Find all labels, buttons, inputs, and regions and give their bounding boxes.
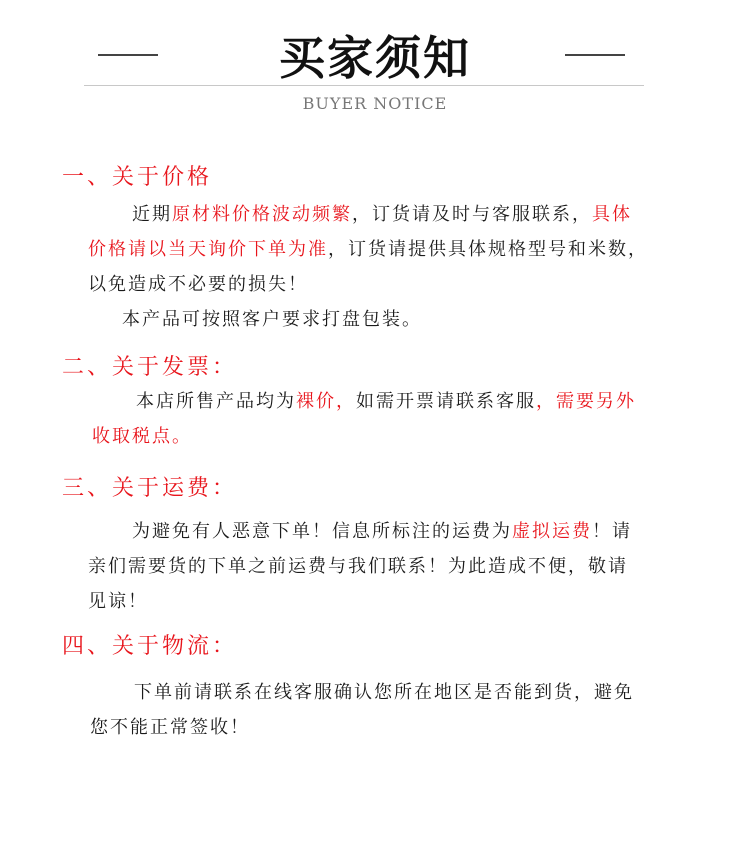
text-span: ，需要另外: [536, 391, 636, 412]
section-heading-logistics: 四、关于物流：: [62, 634, 238, 659]
text-span: 原材料价格波动频繁: [172, 204, 352, 225]
text-span: 为避免有人恶意下单！信息所标注的运费为: [132, 521, 512, 542]
invoice-line-2: [92, 419, 636, 454]
text-span: 本店所售产品均为: [136, 391, 296, 412]
text-span: 价格请以当天询价下单为准: [88, 239, 328, 260]
price-line-1: [88, 197, 648, 232]
section-heading-price: 一、关于价格: [62, 165, 213, 190]
invoice-line-1: [92, 384, 636, 419]
price-paragraph: [88, 197, 648, 337]
text-span: 虚拟运费: [512, 521, 592, 542]
text-span: 近期: [132, 204, 172, 225]
text-span: 裸价，: [296, 391, 356, 412]
text-span: 见谅！: [88, 591, 148, 612]
right-dash: [565, 54, 625, 56]
price-line-4: [88, 302, 648, 337]
price-line-3: [88, 267, 648, 302]
shipping-line-2: [88, 549, 632, 584]
text-span: 亲们需要货的下单之前运费与我们联系！为此造成不便，敬请: [88, 556, 628, 577]
text-span: 收取税点。: [92, 426, 192, 447]
text-span: 如需开票请联系客服: [356, 391, 536, 412]
left-dash: [98, 54, 158, 56]
text-span: ，订货请及时与客服联系，: [352, 204, 592, 225]
section-heading-invoice: 二、关于发票：: [62, 355, 238, 380]
header-divider: [84, 85, 644, 86]
logistics-line-1: [90, 675, 634, 710]
text-span: 下单前请联系在线客服确认您所在地区是否能到货，避免: [134, 682, 634, 703]
logistics-paragraph: [90, 675, 634, 745]
price-line-2: [88, 232, 648, 267]
section-heading-shipping: 三、关于运费：: [62, 476, 238, 501]
text-span: 以免造成不必要的损失！: [88, 274, 308, 295]
text-span: 本产品可按照客户要求打盘包装。: [122, 309, 422, 330]
text-span: 具体: [592, 204, 632, 225]
page-title: 买家须知: [279, 31, 471, 85]
text-span: ！请: [592, 521, 632, 542]
shipping-line-3: [88, 584, 632, 619]
shipping-paragraph: [88, 514, 632, 619]
shipping-line-1: [88, 514, 632, 549]
logistics-line-2: [90, 710, 634, 745]
page-subtitle: BUYER NOTICE: [302, 94, 448, 113]
invoice-paragraph: [92, 384, 636, 454]
text-span: ，订货请提供具体规格型号和米数，: [328, 239, 648, 260]
text-span: 您不能正常签收！: [90, 717, 250, 738]
